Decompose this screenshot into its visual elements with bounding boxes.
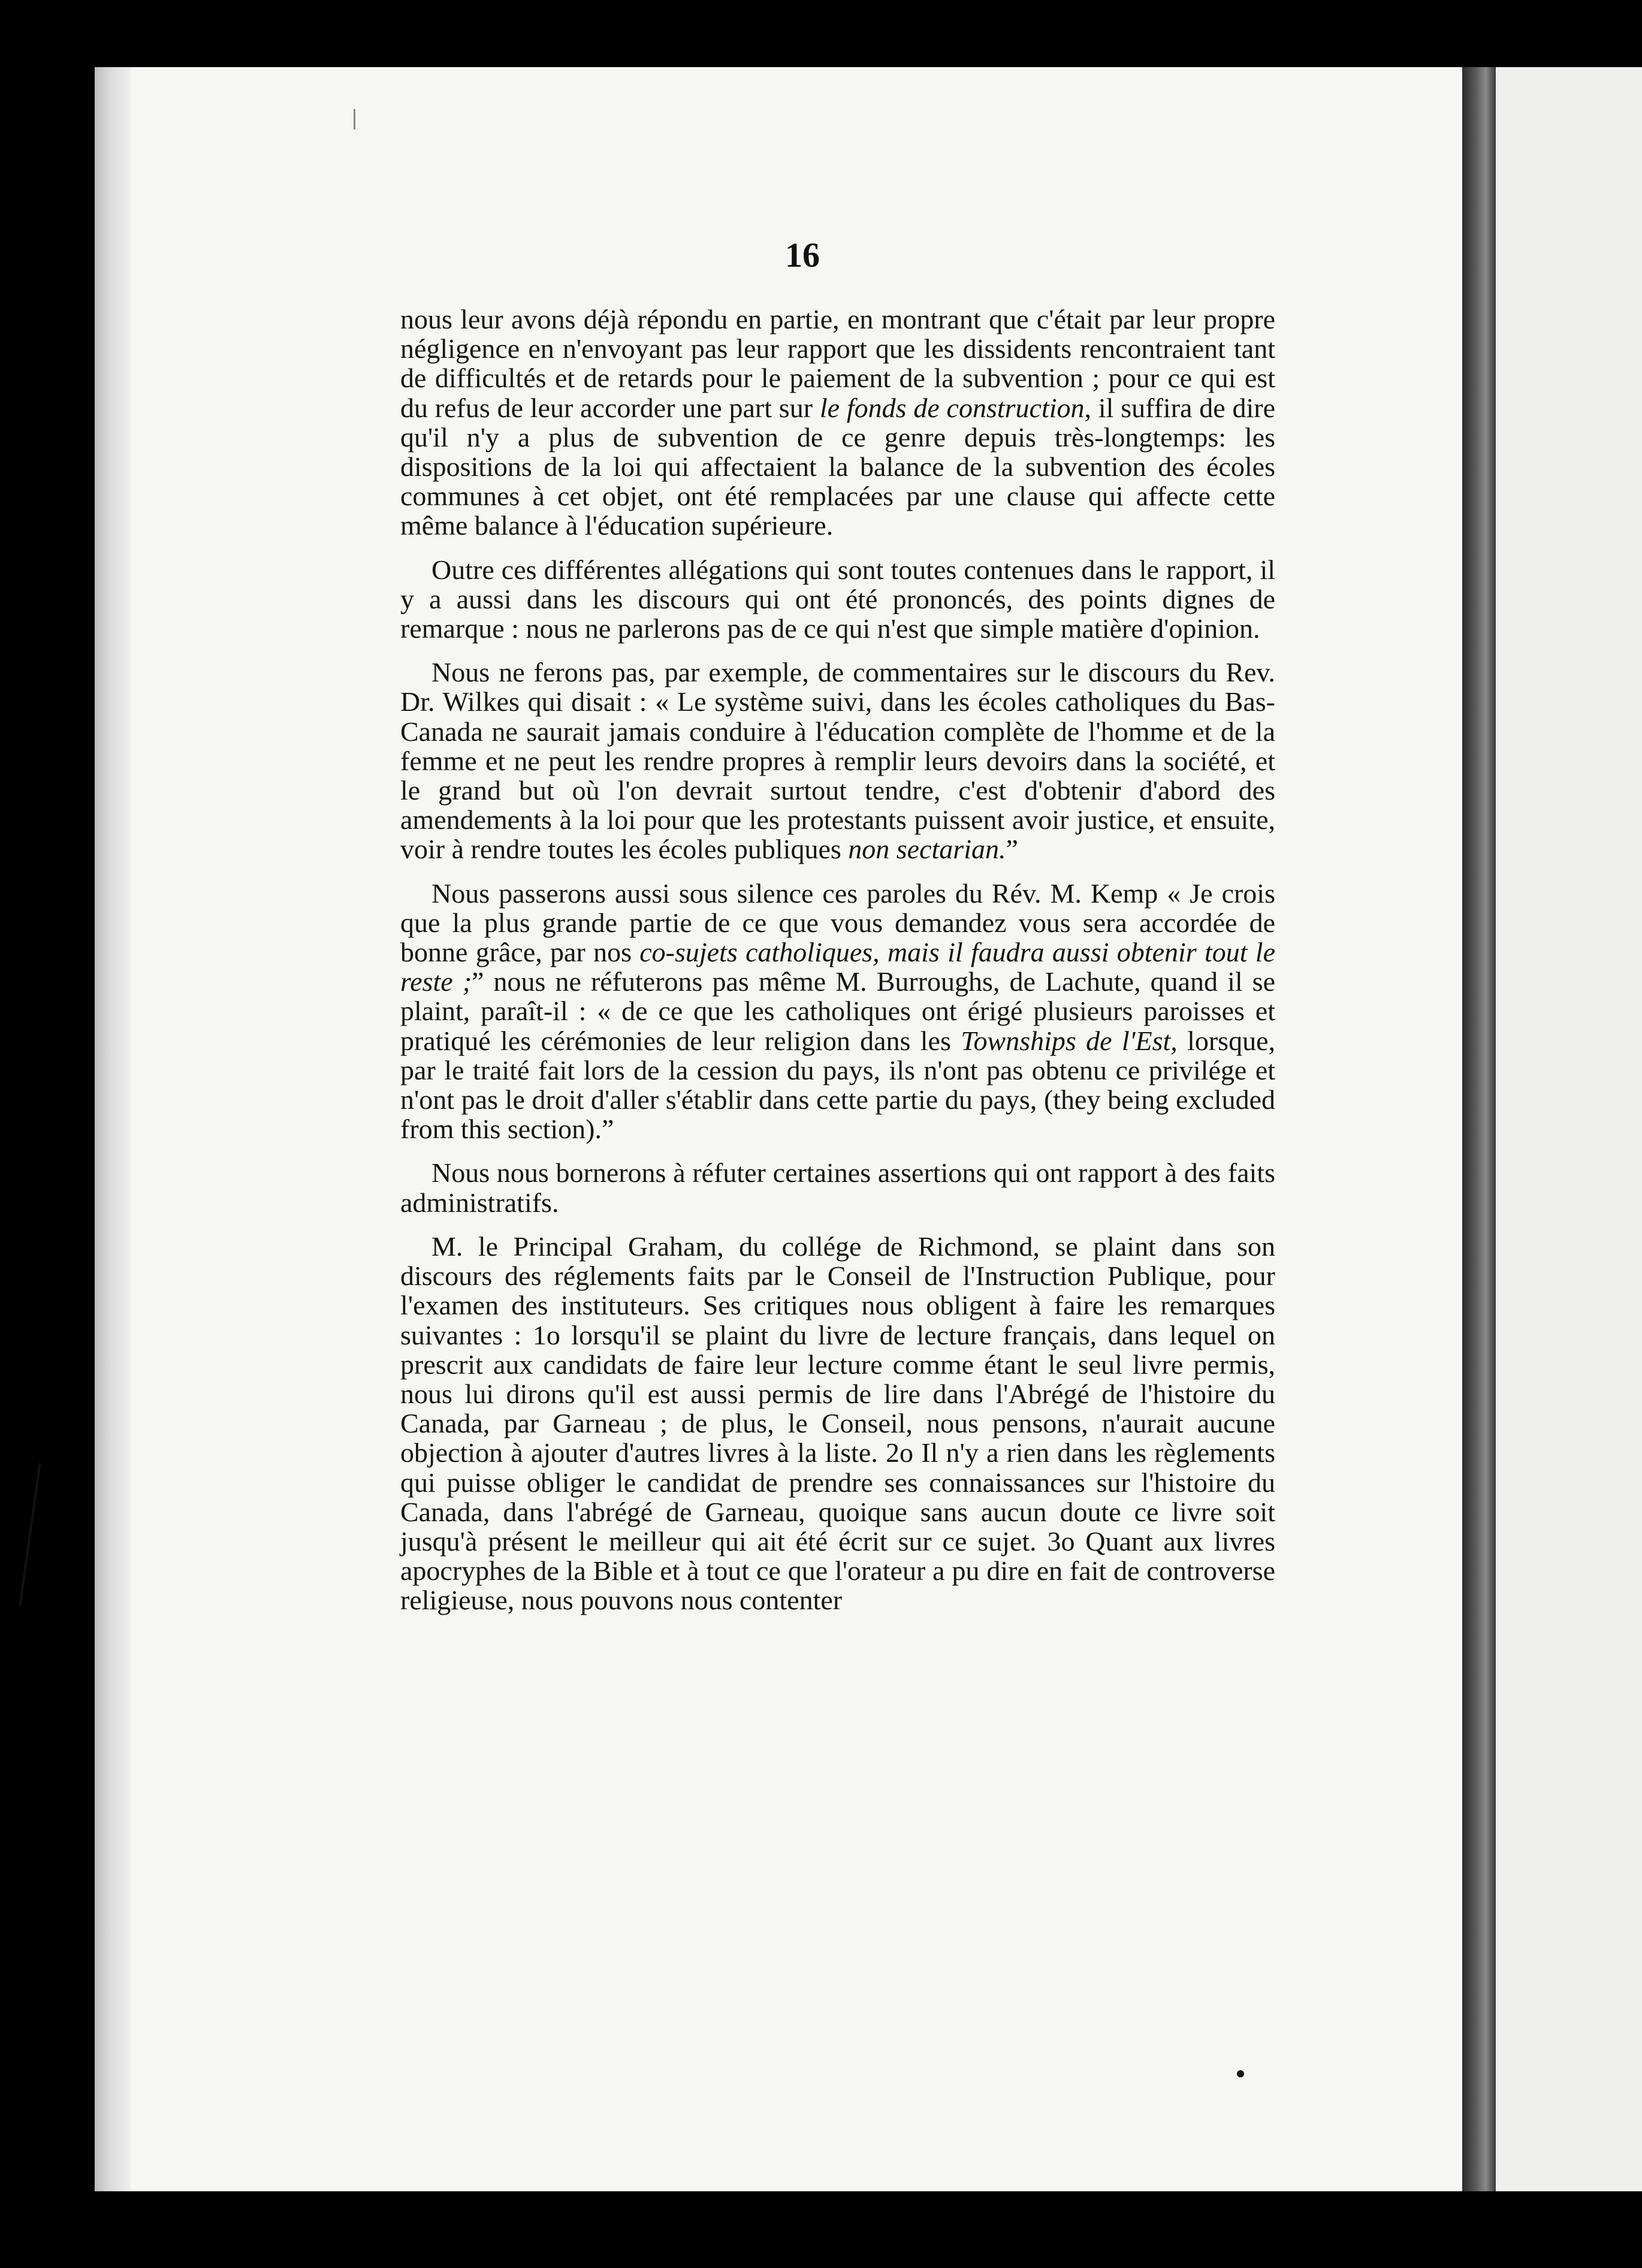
scan-mark-dot (1237, 2070, 1244, 2077)
text-run: ” (1006, 834, 1018, 865)
paragraph-p4 (400, 879, 1275, 1144)
text-run: Nous ne ferons pas, par exemple, de commentaires sur le discours du Rev. Dr. Wilkes qui disait : « Le système suivi, dans les écoles catholiques du Bas-Canada ne saurait jamais conduire à l'éducation complète de l'homme et de la femme et ne peut les rendre propres à remplir leurs devoirs dans la société, et le grand but où l'on devrait surtout tendre, c'est d'obtenir d'abord des amendements à la loi pour que les protestants puissent avoir justice, et ensuite, voir à rendre toutes les écoles publiques (400, 657, 1275, 865)
scan-mark-left-line (19, 1463, 41, 1606)
text-run: lorsque, par le traité fait lors de la cession du pays, ils n'ont pas obtenu ce privilége et n'ont pas le droit d'aller s'établir dans cette partie du pays, (they being excluded from this section).” (400, 1025, 1275, 1145)
text-run: M. le Principal Graham, du collége de Richmond, se plaint dans son discours des réglements faits par le Conseil de l'Instruction Publique, pour l'examen des instituteurs. Ses critiques nous obligent à faire les remarques suivantes : 1o lorsqu'il se plaint du livre de lecture français, dans lequel on prescrit aux candidats de faire leur lecture comme étant le seul livre permis, nous lui dirons qu'il est aussi permis de lire dans l'Abrégé de l'histoire du Canada, par Garneau ; de plus, le Conseil, nous pensons, n'aurait aucune objection à ajouter d'autres livres à la liste. 2o Il n'y a rien dans les règlements qui puisse obliger le candidat de prendre ses connaissances sur l'histoire du Canada, dans l'abrégé de Garneau, quoique sans aucun doute ce livre soit jusqu'à présent le meilleur qui ait été écrit sur ce sujet. 3o Quant aux livres apocryphes de la Bible et à tout ce que l'orateur a pu dire en fait de controverse religieuse, nous pouvons nous contenter (400, 1230, 1275, 1616)
paragraph-p6 (400, 1232, 1275, 1615)
text-run: , il suffira de dire qu'il n'y a plus de subvention de ce genre depuis très-longtemps: les dispositions de la loi qui affectaient la balance de la subvention des écoles communes à cet objet, ont été remplacées par une clause qui affecte cette même balance à l'éducation supérieure. (400, 392, 1275, 541)
page-gutter-shadow (95, 67, 131, 2191)
paragraph-p2 (400, 555, 1275, 644)
italic-text: non sectarian. (848, 834, 1006, 865)
scan-mark-tick (354, 109, 355, 129)
italic-text: co-sujets catholiques, mais il faudra aussi obtenir tout le reste ; (400, 937, 1275, 997)
book-spine-shadow (1462, 67, 1496, 2191)
facing-page-edge (1496, 67, 1642, 2191)
text-run: Nous passerons aussi sous silence ces paroles du Rév. M. Kemp « Je crois que la plus grande partie de ce que vous demandez vous sera accordée de bonne grâce, par nos (400, 877, 1275, 968)
paragraph-p1 (400, 304, 1275, 541)
page-number: 16 (785, 236, 820, 275)
paragraph-p5 (400, 1158, 1275, 1217)
text-run: Outre ces différentes allégations qui sont toutes contenues dans le rapport, il y a aussi dans les discours qui ont été prononcés, des points dignes de remarque : nous ne parlerons pas de ce qui n'est que simple matière d'opinion. (400, 554, 1275, 644)
text-run: ” nous ne réfuterons pas même M. Burroughs, de Lachute, quand il se plaint, paraît-il : « de ce que les catholiques ont érigé plusieurs paroisses et pratiqué les cérémonies de leur religion dans les (400, 966, 1275, 1056)
italic-text: Townships de l'Est, (961, 1025, 1178, 1056)
text-run: nous leur avons déjà répondu en partie, en montrant que c'était par leur propre négligence en n'envoyant pas leur rapport que les dissidents rencontraient tant de difficultés et de retards pour le paiement de la subvention ; pour ce qui est du refus de leur accorder une part sur (400, 304, 1275, 423)
paragraph-p3 (400, 658, 1275, 864)
text-run: Nous nous bornerons à réfuter certaines assertions qui ont rapport à des faits administratifs. (400, 1157, 1275, 1218)
body-text (400, 304, 1275, 1630)
italic-text: le fonds de construction (819, 392, 1085, 423)
